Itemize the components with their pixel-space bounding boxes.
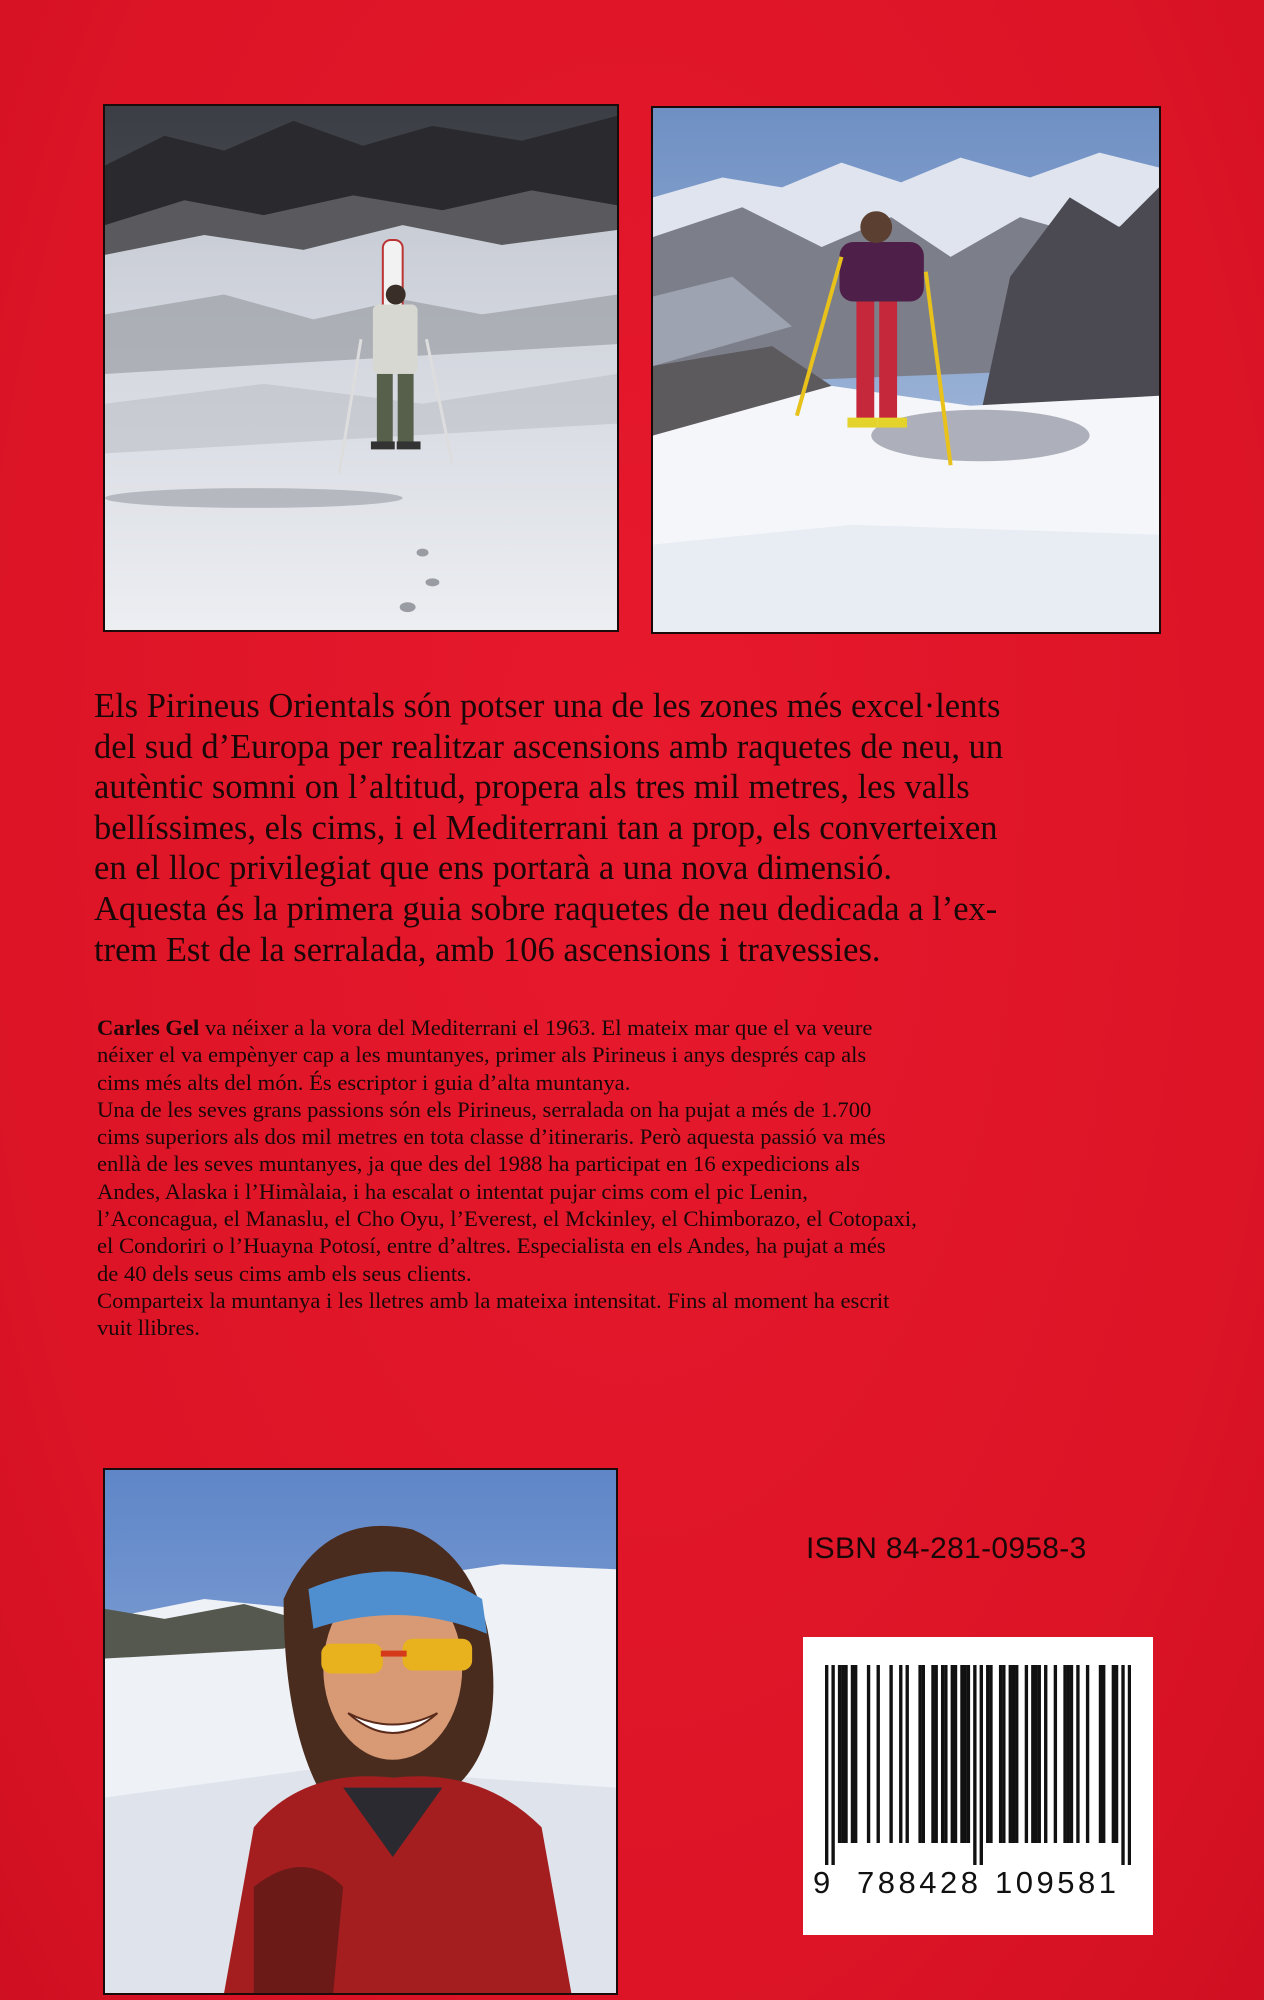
barcode-bar (986, 1665, 989, 1843)
isbn-number: ISBN 84-281-0958-3 (806, 1532, 1087, 1565)
author-portrait-illustration (105, 1470, 616, 1993)
barcode (803, 1637, 1153, 1935)
barcode-bar (899, 1665, 902, 1843)
barcode-bar (1044, 1665, 1047, 1843)
barcode-bar (1012, 1665, 1015, 1843)
barcode-bar (854, 1665, 857, 1843)
photo-author-portrait (103, 1468, 618, 1995)
barcode-bar (1128, 1665, 1131, 1865)
author-name: Carles Gel (97, 1015, 200, 1040)
barcode-bar (1076, 1665, 1079, 1843)
barcode-bar (922, 1665, 925, 1843)
bio-line: de 40 dels seus cims amb els seus clients. (97, 1260, 472, 1286)
barcode-bar (1031, 1665, 1034, 1843)
blurb-line: bellíssimes, els cims, i el Mediterrani tan a prop, els converteixen (94, 808, 998, 847)
blurb-line: autèntic somni on l’altitud, propera als tres mil metres, les valls (94, 768, 970, 807)
barcode-bar (1112, 1665, 1115, 1843)
barcode-bar (1025, 1665, 1028, 1843)
bio-line: néixer el va empènyer cap a les muntanyes, primer als Pirineus i anys després cap als (97, 1042, 867, 1068)
barcode-bar (1121, 1665, 1124, 1865)
bio-line: cims superiors als dos mil metres en tota classe d’itineraris. Però aquesta passió va més (97, 1124, 886, 1150)
barcode-bar (831, 1665, 834, 1865)
barcode-bar (1034, 1665, 1037, 1843)
barcode-first-digit: 9 (813, 1865, 833, 1900)
back-cover-blurb (94, 686, 1164, 970)
barcode-bar (967, 1665, 970, 1843)
barcode-bar (1009, 1665, 1012, 1843)
barcode-bar (954, 1665, 957, 1843)
barcode-bar (1015, 1665, 1018, 1843)
barcode-bar (944, 1665, 947, 1843)
barcode-bar (935, 1665, 938, 1843)
barcode-bar (1070, 1665, 1073, 1843)
barcode-bar (838, 1665, 841, 1843)
bio-line: va néixer a la vora del Mediterrani el 1963. El mateix mar que el va veure (199, 1015, 873, 1040)
snowshoer-ridge-illustration (653, 108, 1159, 632)
barcode-bar (960, 1665, 963, 1843)
barcode-bar (989, 1665, 992, 1843)
barcode-left-group: 788428 (857, 1865, 982, 1900)
barcode-bar (1102, 1665, 1105, 1843)
bio-line: Comparteix la muntanya i les lletres amb la mateixa intensitat. Fins al moment ha escrit (97, 1287, 890, 1313)
barcode-bar (980, 1665, 983, 1865)
barcode-bar (906, 1665, 909, 1843)
barcode-right-group: 109581 (995, 1865, 1120, 1900)
blurb-line: del sud d’Europa per realitzar ascensions amb raquetes de neu, un (94, 727, 1004, 766)
barcode-bar (851, 1665, 854, 1843)
barcode-bar (877, 1665, 880, 1843)
bio-line: Andes, Alaska i l’Himàlaia, i ha escalat o intentat pujar cims com el pic Lenin, (97, 1178, 808, 1204)
bio-line: vuit llibres. (97, 1315, 200, 1341)
snowshoer-snowboard-illustration (105, 106, 617, 630)
barcode-bar (825, 1665, 828, 1865)
barcode-bar (973, 1665, 976, 1865)
bio-line: Una de les seves grans passions són els Pirineus, serralada on ha pujat a més de 1.700 (97, 1096, 872, 1122)
barcode-bar (1054, 1665, 1057, 1843)
barcode-bar (999, 1665, 1002, 1843)
barcode-bar (844, 1665, 847, 1843)
barcode-bar (918, 1665, 921, 1843)
barcode-bar (941, 1665, 944, 1843)
blurb-line: trem Est de la serralada, amb 106 ascensions i travessies. (94, 930, 881, 969)
barcode-bar (841, 1665, 844, 1843)
barcode-bar (867, 1665, 870, 1843)
blurb-line: Els Pirineus Orientals són potser una de les zones més excel·lents (94, 687, 1001, 725)
barcode-bar (1063, 1665, 1066, 1843)
barcode-bar (931, 1665, 934, 1843)
bio-line: cims més alts del món. És escriptor i guia d’alta muntanya. (97, 1069, 631, 1095)
blurb-line: en el lloc privilegiat que ens portarà a una nova dimensió. (94, 849, 893, 888)
bio-line: enllà de les seves muntanyes, ja que des del 1988 ha participat en 16 expedicions als (97, 1151, 860, 1177)
barcode-bar (1038, 1665, 1041, 1843)
photo-snowshoer-ridge (651, 106, 1161, 634)
barcode-bar (1002, 1665, 1005, 1843)
barcode-bar (1115, 1665, 1118, 1843)
barcode-bar (951, 1665, 954, 1843)
photo-snowshoer-snowboard (103, 104, 619, 632)
barcode-bar (1086, 1665, 1089, 1843)
barcode-bar (964, 1665, 967, 1843)
blurb-line: Aquesta és la primera guia sobre raquetes de neu dedicada a l’ex- (94, 889, 998, 928)
author-biography (97, 1014, 1167, 1342)
barcode-bar (1099, 1665, 1102, 1843)
barcode-bar (1067, 1665, 1070, 1843)
bio-line: el Condoriri o l’Huayna Potosí, entre d’altres. Especialista en els Andes, ha pujat a més (97, 1233, 886, 1259)
barcode-bar (889, 1665, 892, 1843)
barcode-bars (825, 1665, 1131, 1865)
bio-line: l’Aconcagua, el Manaslu, el Cho Oyu, l’Everest, el Mckinley, el Chimborazo, el Cotopaxi, (97, 1206, 917, 1232)
